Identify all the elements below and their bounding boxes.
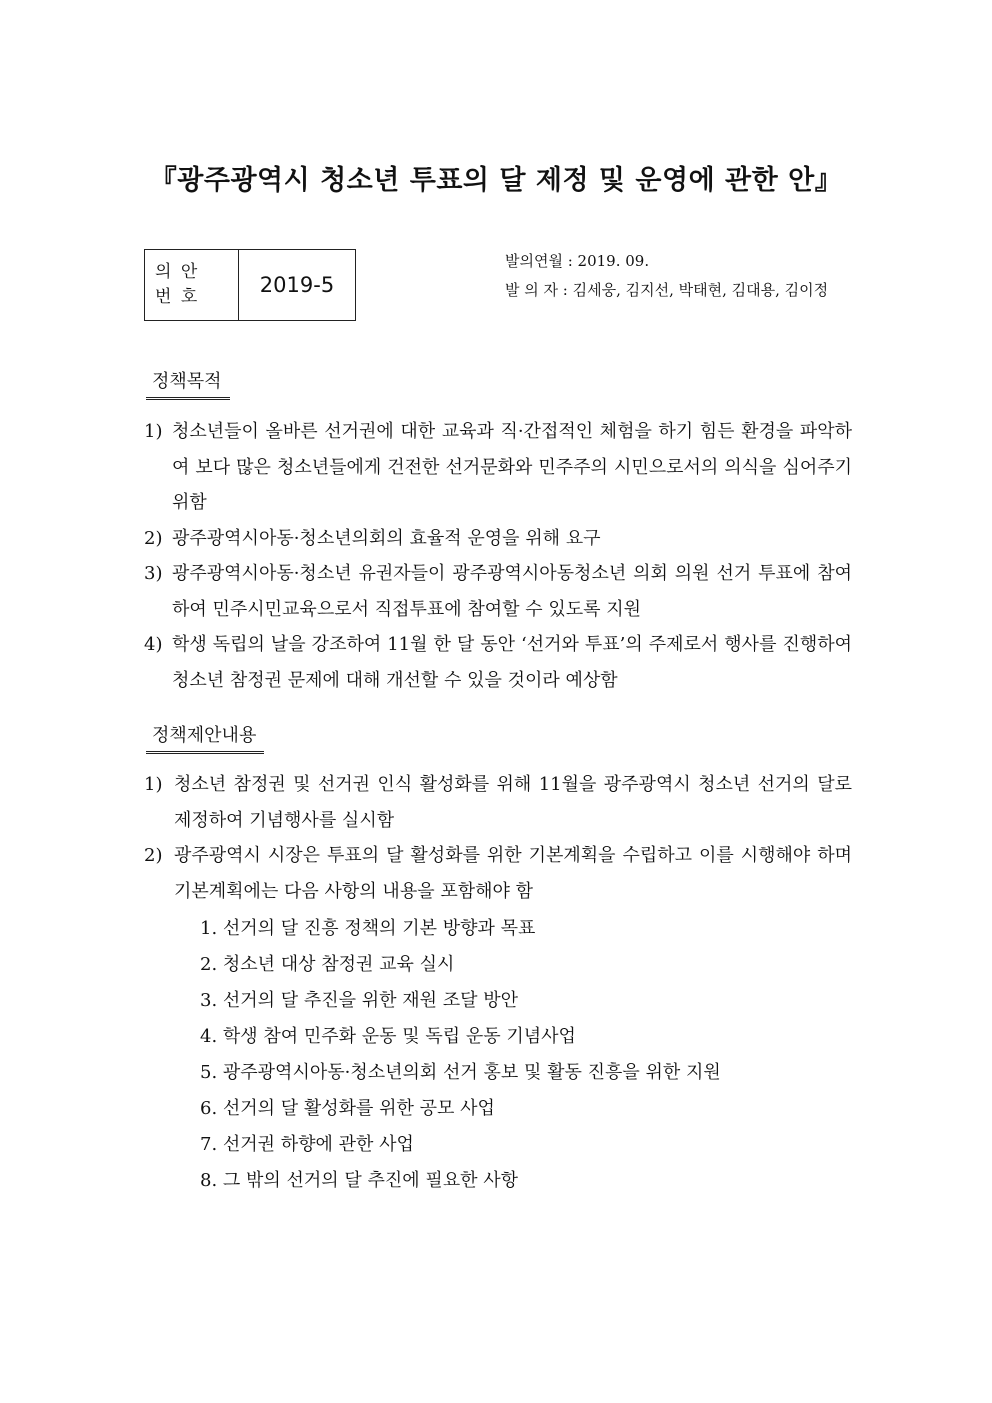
subitem: 7. 선거권 하향에 관한 사업 — [200, 1134, 414, 1155]
item-number: 2) — [144, 527, 163, 549]
subitem: 3. 선거의 달 추진을 위한 재원 조달 방안 — [200, 990, 519, 1011]
item-text: 청소년들이 올바른 선거권에 대한 교육과 직·간접적인 체험을 하기 힘든 환경을 파악하여 보다 많은 청소년들에게 건전한 선거문화와 민주주의 시민으로서의 의식을 심어주기 위함 — [172, 421, 852, 513]
item-number: 2) — [144, 845, 163, 866]
item-number: 4) — [144, 634, 163, 655]
list-item — [144, 627, 852, 698]
proposers: 발 의 자 : 김세웅, 김지선, 박태현, 김대용, 김이정 — [505, 281, 829, 299]
bill-number-label — [145, 250, 239, 320]
list-item — [144, 767, 852, 838]
bill-number-box — [144, 249, 356, 321]
subitem: 5. 광주광역시아동·청소년의회 선거 홍보 및 활동 진흥을 위한 지원 — [200, 1062, 721, 1083]
section-heading-purpose: 정책목적 — [146, 367, 230, 400]
item-text: 학생 독립의 날을 강조하여 11월 한 달 동안 ‘선거와 투표’의 주제로서 행사를 진행하여 청소년 참정권 문제에 대해 개선할 수 있을 것이라 예상함 — [172, 634, 852, 691]
plan-subitems — [200, 911, 721, 1199]
subitem: 2. 청소년 대상 참정권 교육 실시 — [200, 954, 455, 975]
subitem: 8. 그 밖의 선거의 달 추진에 필요한 사항 — [200, 1170, 519, 1191]
proposal-date: 발의연월 : 2019. 09. — [505, 252, 650, 270]
subitem: 4. 학생 참여 민주화 운동 및 독립 운동 기념사업 — [200, 1026, 576, 1047]
subitem: 1. 선거의 달 진흥 정책의 기본 방향과 목표 — [200, 918, 536, 939]
proposal-list — [144, 767, 852, 909]
list-item — [144, 414, 852, 521]
proposal-meta — [505, 247, 828, 305]
bill-label-line2: 번 호 — [155, 287, 200, 307]
item-text: 광주광역시아동·청소년 유권자들이 광주광역시아동청소년 의회 의원 선거 투표에 참여하여 민주시민교육으로서 직접투표에 참여할 수 있도록 지원 — [172, 563, 852, 620]
list-item — [144, 521, 852, 557]
bill-number-value: 2019-5 — [259, 273, 335, 297]
document-title: 『광주광역시 청소년 투표의 달 제정 및 운영에 관한 안』 — [149, 165, 843, 196]
item-text: 광주광역시 시장은 투표의 달 활성화를 위한 기본계획을 수립하고 이를 시행해야 하며 기본계획에는 다음 사항의 내용을 포함해야 함 — [174, 845, 852, 902]
item-number: 3) — [144, 563, 163, 584]
bill-label-line1: 의 안 — [155, 262, 200, 282]
item-text: 광주광역시아동·청소년의회의 효율적 운영을 위해 요구 — [172, 527, 601, 549]
item-number: 1) — [144, 421, 163, 442]
item-number: 1) — [144, 774, 163, 795]
section-heading-proposal: 정책제안내용 — [146, 721, 264, 754]
item-text: 청소년 참정권 및 선거권 인식 활성화를 위해 11월을 광주광역시 청소년 선거의 달로 제정하여 기념행사를 실시함 — [174, 774, 852, 831]
subitem: 6. 선거의 달 활성화를 위한 공모 사업 — [200, 1098, 495, 1119]
list-item — [144, 556, 852, 627]
purpose-list — [144, 414, 852, 698]
list-item — [144, 838, 852, 909]
